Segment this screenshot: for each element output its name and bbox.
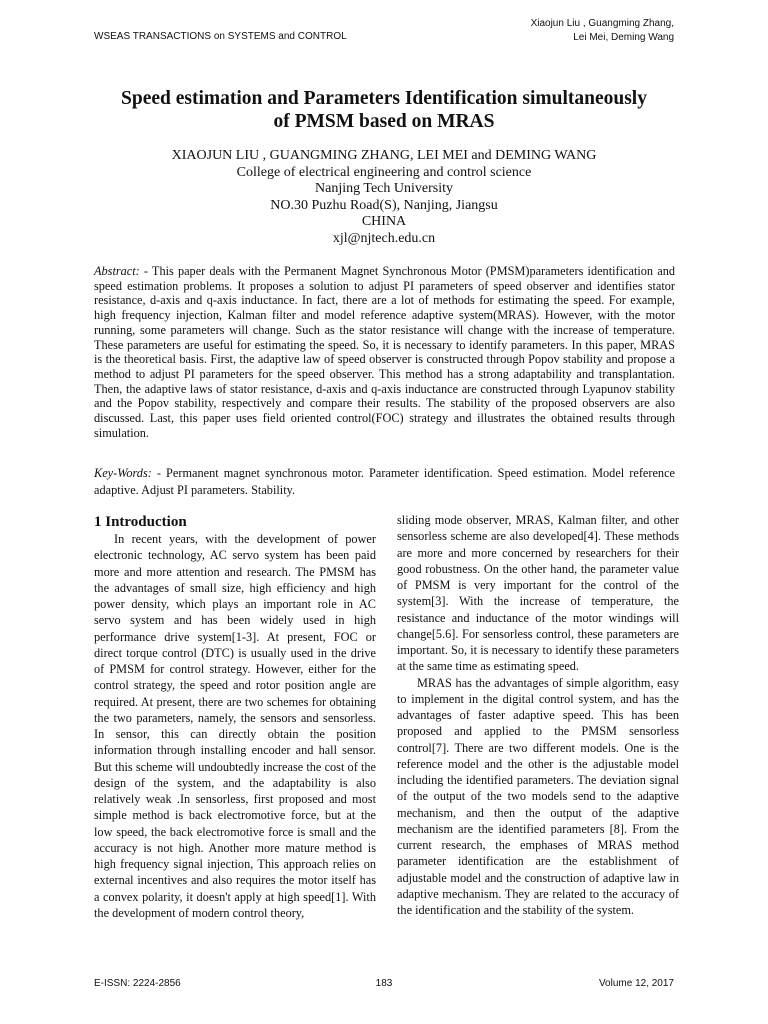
author-address: NO.30 Puzhu Road(S), Nanjing, Jiangsu xyxy=(270,197,498,213)
intro-paragraph-1-continued: sliding mode observer, MRAS, Kalman filter, and other sensorless scheme are also developed[4]. These methods are more and more concerned by researchers for their good robustness. On the other hand, the parameter value of PMSM is very important for the control of the system[3]. With the increase of temperature, the resistance and inductance of the motor windings will change[5.6]. For sensorless control, these parameters are important. So, it is necessary to identify these parameters at the same time as estimating speed. xyxy=(397,513,679,674)
running-header-authors-line1: Xiaojun Liu , Guangming Zhang, xyxy=(530,18,674,29)
running-header-journal: WSEAS TRANSACTIONS on SYSTEMS and CONTROL xyxy=(94,31,347,42)
footer-volume: Volume 12, 2017 xyxy=(598,978,674,989)
author-block xyxy=(60,148,708,247)
intro-paragraph-2: MRAS has the advantages of simple algorithm, easy to implement in the digital control system, and has the advantages of faster adaptive speed. This has been proposed and applied to the PMSM sensorless control[7]. There are two different models. One is the reference model and the other is the adjustable model including the identified parameters. The deviation signal of the output of the two models send to the adaptive mechanism, and then the output of the adaptive mechanism are the identified parameters [8]. From the current research, the emphases of MRAS method parameter identification are the establishment of adjustable model and the construction of adaptive law in adaptive mechanism. They are related to the accuracy of the identification and the stability of the system. xyxy=(397,675,679,917)
intro-paragraph-1: In recent years, with the development of power electronic technology, AC servo system has been paid more and more attention and research. The PMSM has the advantages of small size, high efficiency and high power density, which plays an important role in AC servo system and has been widely used in high performance drive system[1-3]. At present, FOC or direct torque control (DTC) is usually used in the drive of PMSM for control strategy. However, either for the control strategy, the speed and rotor position angle are required. At present, there are two schemes for obtaining the two parameters, namely, the sensors and sensorless. In sensor, this can directly obtain the position information through installing encoder and hall sensor. But this scheme will undoubtedly increase the cost of the design of the system, and the adaptability is also relatively weak .In sensorless, first proposed and most simple method is back electromotive force, but at the low speed, the back electromotive force is small and the accuracy is not high. Another more mature method is high frequency signal injection, This approach relies on external incentives and also requires the motor itself has a convex polarity, it doesn't apply at high speed[1]. With the development of modern control theory, xyxy=(94,532,376,920)
paper-title xyxy=(60,87,708,133)
author-university: Nanjing Tech University xyxy=(315,181,453,196)
author-country: CHINA xyxy=(361,214,407,229)
abstract-text: - This paper deals with the Permanent Magnet Synchronous Motor (PMSM)parameters identification and speed estimation problems. It proposes a solution to adjust PI parameters of speed observer and identifies stator resistance, d-axis and q-axis inductance. In fact, there are a lot of methods for estimating the speed. For example, high frequency injection, Kalman filter and model reference adaptive system(MRAS). However, with the motor running, some parameters will change. Such as the stator resistance will change with the increase of temperature. These parameters are useful for estimating the speed. So, it is necessary to identify parameters. In this paper, MRAS is the theoretical basis. First, the adaptive law of speed observer is constructed through Popov stability and propose a method to adjust PI parameters for the speed observer. This method has a strong adaptability and transplantation. Then, the adaptive laws of stator resistance, d-axis and q-axis inductance are constructed through Lyapunov stability and the Popov stability, respectively and compare their results. The stability of the proposed observers are also discussed. Last, this paper uses field oriented control(FOC) strategy and illustrates the obtained results through simulation. xyxy=(94,264,675,440)
author-email[interactable]: xjl@njtech.edu.cn xyxy=(332,230,436,246)
paper-title-line1: Speed estimation and Parameters Identification simultaneously xyxy=(121,88,647,109)
keywords-label: Key-Words: xyxy=(94,466,152,480)
column-left xyxy=(94,513,376,921)
paper-title-line2: of PMSM based on MRAS xyxy=(273,111,495,132)
abstract xyxy=(94,264,675,440)
abstract-label: Abstract: xyxy=(94,264,140,278)
keywords-text: - Permanent magnet synchronous motor. Parameter identification. Speed estimation. Model reference adaptive. Adjust PI parameters. Stability. xyxy=(94,466,675,497)
footer-page-number: 183 xyxy=(375,978,393,989)
author-department: College of electrical engineering and control science xyxy=(236,164,532,180)
column-right xyxy=(397,512,679,918)
section-heading-introduction: 1 Introduction xyxy=(94,514,187,530)
keywords xyxy=(94,465,675,499)
running-header-authors xyxy=(531,17,674,44)
footer-issn: E-ISSN: 2224-2856 xyxy=(94,978,181,989)
author-names: XIAOJUN LIU , GUANGMING ZHANG, LEI MEI and DEMING WANG xyxy=(171,148,597,163)
running-header-authors-line2: Lei Mei, Deming Wang xyxy=(573,31,674,43)
